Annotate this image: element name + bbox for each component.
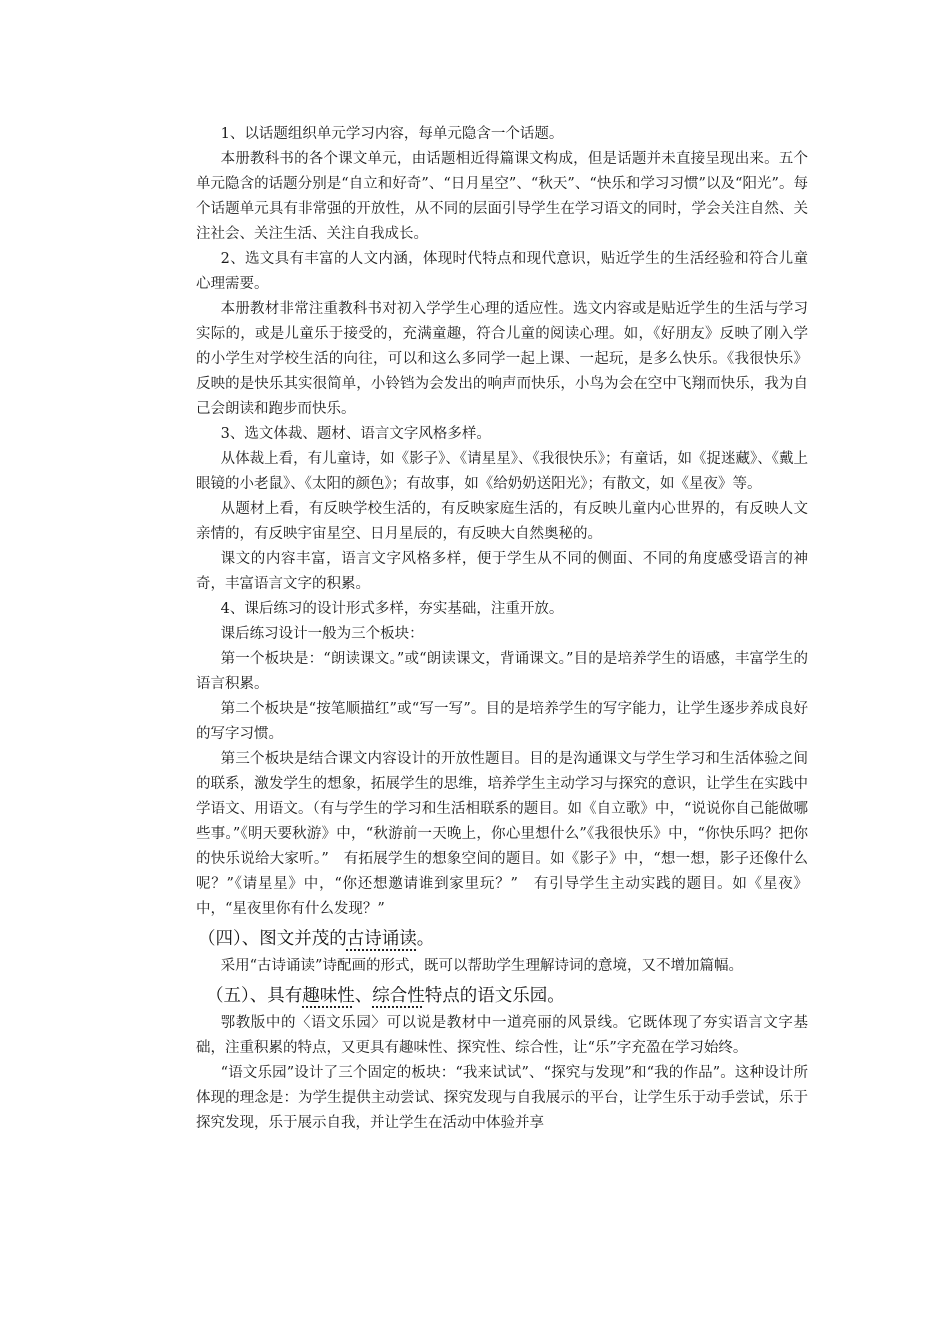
paragraph-chinese-garden: 鄂教版中的〈语文乐园〉可以说是教材中一道亮丽的风景线。它既体现了夯实语言文字基础，注重积累的特点，又更具有趣味性、探究性、综合性，让“乐”字充盈在学习始终。 (196, 1015, 808, 1056)
paragraph-language-style: 课文的内容丰富，语言文字风格多样，便于学生从不同的侧面、不同的角度感受语言的神奇，丰富语言文字的积累。 (196, 551, 808, 592)
paragraph-ancient-poetry: 采用“古诗诵读”诗配画的形式，既可以帮助学生理解诗词的意境，又不增加篇幅。 (220, 958, 743, 974)
heading-emphasis: 综合性 (372, 986, 425, 1006)
heading-part: 具有 (267, 986, 303, 1006)
heading-part: 特点的语文乐园。 (424, 986, 565, 1006)
paragraph-point-3: 3、选文体裁、题材、语言文字风格多样。 (220, 426, 491, 442)
paragraph-block-2: 第二个板块是“按笔顺描红”或“写一写”。目的是培养学生的写字能力，让学生逐步养成良好的写字习惯。 (196, 701, 808, 742)
heading-emphasis: 趣味性 (302, 986, 355, 1006)
section-heading-4 (196, 924, 808, 954)
paragraph-genres: 从体裁上看，有儿童诗，如《影子》、《请星星》、《我很快乐》；有童话，如《捉迷藏》、《戴上眼镜的小老鼠》、《太阳的颜色》；有故事，如《给奶奶送阳光》；有散文，如《星夜》等。 (196, 451, 808, 492)
paragraph-themes: 从题材上看，有反映学校生活的，有反映家庭生活的，有反映儿童内心世界的，有反映人文亲情的，有反映宇宙星空、日月星辰的，有反映大自然奥秘的。 (196, 501, 808, 542)
heading-prefix: （四）、 (198, 929, 260, 949)
heading-prefix: （五）、 (206, 986, 268, 1006)
heading-part: 。 (416, 929, 435, 949)
paragraph-adaptability: 本册教材非常注重教科书对初入学学生心理的适应性。选文内容或是贴近学生的生活与学习实际的，或是儿童乐于接受的，充满童趣，符合儿童的阅读心理。如，《好朋友》反映了刚入学的小学生对学校生活的向往，可以和这么多同学一起上课、一起玩，是多么快乐。《我很快乐》反映的是快乐其实很简单，小铃铛为会发出的响声而快乐，小鸟为会在空中飞翔而快乐，我为自己会朗读和跑步而快乐。 (196, 301, 808, 417)
paragraph-point-1: 1、以话题组织单元学习内容，每单元隐含一个话题。 (220, 126, 564, 142)
paragraph-block-3: 第三个板块是结合课文内容设计的开放性题目。目的是沟通课文与学生学习和生活体验之间的联系，激发学生的想象，拓展学生的思维，培养学生主动学习与探究的意识，让学生在实践中学语文、用语文。（有与学生的学习和生活相联系的题目。如《自立歌》中，“说说你自己能做哪些事。”《明天要秋游》中，“秋游前一天晚上，你心里想什么”《我很快乐》中，“你快乐吗？把你的快乐说给大家听。” 有拓展学生的想象空间的题目。如《影子》中，“想一想，影子还像什么呢？”《请星星》中，“你还想邀请谁到家里玩？” 有引导学生主动实践的题目。如《星夜》中，“星夜里你有什么发现？” (196, 751, 808, 917)
paragraph-block-1: 第一个板块是：“朗读课文。”或“朗读课文，背诵课文。”目的是培养学生的语感，丰富学生的语言积累。 (196, 651, 808, 692)
paragraph-point-2: 2、选文具有丰富的人文内涵，体现时代特点和现代意识，贴近学生的生活经验和符合儿童心理需要。 (196, 251, 808, 292)
paragraph-point-4: 4、课后练习的设计形式多样，夯实基础，注重开放。 (220, 601, 564, 617)
heading-part: 图文并茂的 (259, 929, 347, 949)
paragraph-topics: 本册教科书的各个课文单元，由话题相近得篇课文构成，但是话题并未直接呈现出来。五个单元隐含的话题分别是“自立和好奇”、“日月星空”、“秋天”、“快乐和学习习惯”以及“阳光”。每个话题单元具有非常强的开放性，从不同的层面引导学生在学习语文的同时，学会关注自然、关注社会、关注生活、关注自我成长。 (196, 151, 809, 242)
heading-emphasis: 古诗诵读 (346, 929, 417, 949)
section-heading-5 (196, 981, 808, 1011)
paragraph-exercise-blocks: 课后练习设计一般为三个板块： (220, 626, 424, 642)
document-page (196, 118, 808, 1136)
heading-part: 、 (354, 986, 373, 1006)
paragraph-garden-blocks: “语文乐园”设计了三个固定的板块：“我来试试”、“探究与发现”和“我的作品”。这种设计所体现的理念是：为学生提供主动尝试、探究发现与自我展示的平台，让学生乐于动手尝试，乐于探究发现，乐于展示自我，并让学生在活动中体验并享 (196, 1065, 808, 1131)
